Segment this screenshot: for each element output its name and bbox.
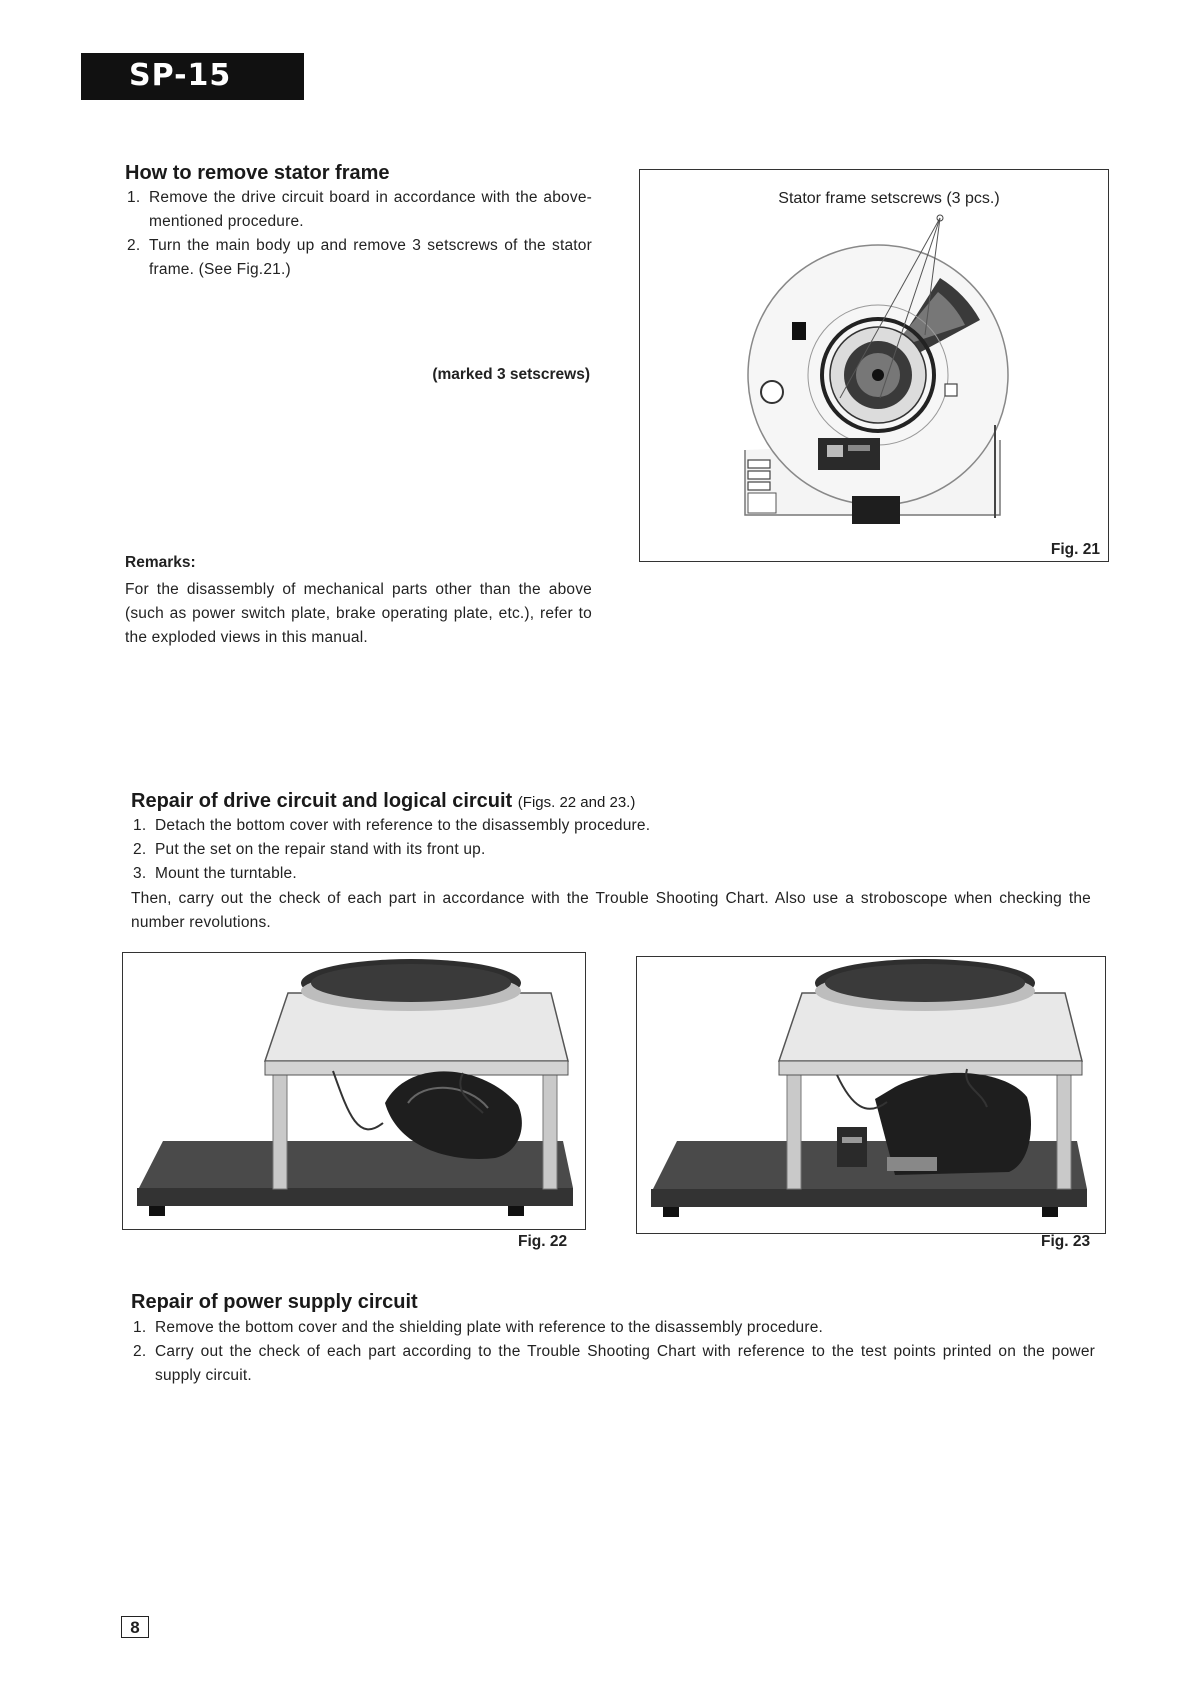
remarks-text: For the disassembly of mechanical parts other than the above (such as power switch plate, brake operating plate, etc.), refer to the exploded views in this manual. <box>125 581 592 646</box>
drive-section-title <box>131 790 635 813</box>
page-number: 8 <box>121 1616 149 1638</box>
drive-step-3: 3. Mount the turntable. <box>133 865 297 882</box>
marked-setscrews-note: (marked 3 setscrews) <box>432 366 590 383</box>
fig21-photo <box>640 170 1107 560</box>
power-section-title: Repair of power supply circuit <box>131 1291 418 1313</box>
fig21-callout: Stator frame setscrews (3 pcs.) <box>778 190 1000 207</box>
fig22-frame <box>122 952 586 1230</box>
drive-section-title-text: Repair of drive circuit and logical circuit <box>131 790 513 812</box>
stator-steps <box>125 186 592 282</box>
fig23-frame <box>636 956 1106 1234</box>
fig21-label: Fig. 21 <box>1050 541 1100 558</box>
drive-step-1: 1. Detach the bottom cover with reference to the disassembly procedure. <box>133 817 651 834</box>
fig21-frame <box>639 169 1109 562</box>
drive-steps <box>131 814 1091 886</box>
model-tag: SP-15 <box>81 53 304 100</box>
remarks-title: Remarks: <box>125 554 196 571</box>
drive-section-figure-ref: (Figs. 22 and 23.) <box>517 794 636 811</box>
stator-step-1: 1. Remove the drive circuit board in accordance with the above-mentioned procedure. <box>127 189 592 230</box>
fig22-photo <box>123 953 584 1228</box>
stator-section-title: How to remove stator frame <box>125 162 390 184</box>
power-step-1: 1. Remove the bottom cover and the shielding plate with reference to the disassembly procedure. <box>133 1319 824 1336</box>
power-step-2: 2. Carry out the check of each part according to the Trouble Shooting Chart with reference to the test points printed on the power supply circuit. <box>133 1343 1095 1384</box>
fig22-label: Fig. 22 <box>518 1233 568 1250</box>
fig23-photo <box>637 957 1104 1232</box>
drive-step-2: 2. Put the set on the repair stand with its front up. <box>133 841 486 858</box>
drive-paragraph: Then, carry out the check of each part in accordance with the Trouble Shooting Chart. Also use a stroboscope when checking the number revolutions. <box>131 890 1091 931</box>
fig23-label: Fig. 23 <box>1041 1233 1091 1250</box>
power-steps <box>131 1316 1095 1388</box>
stator-step-2: 2. Turn the main body up and remove 3 setscrews of the stator frame. (See Fig.21.) <box>127 237 592 278</box>
